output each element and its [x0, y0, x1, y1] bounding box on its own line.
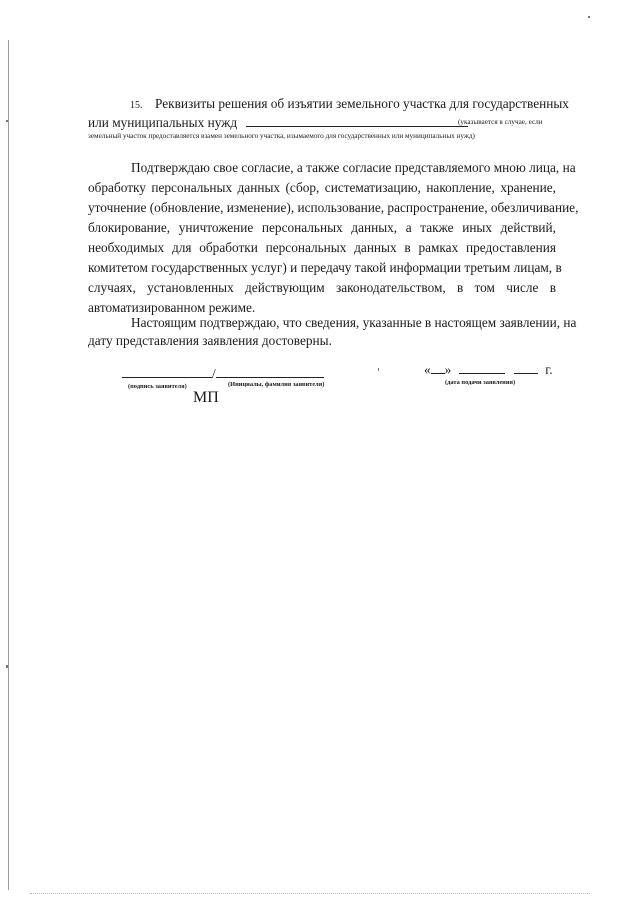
confirmation-line1: Настоящим подтверждаю, что сведения, указанные в настоящем заявлении, на [131, 315, 577, 330]
scan-speck [6, 665, 8, 668]
section-15-prefix: или муниципальных нужд [88, 115, 238, 130]
section-15-number: 15. [130, 100, 143, 111]
consent-line: автоматизированном режиме. [88, 300, 256, 315]
signature-field[interactable] [122, 366, 212, 378]
consent-line: Подтверждаю свое согласие, а также согласие представляемого мною лица, на [131, 160, 576, 175]
section-15-line2 [88, 115, 468, 131]
consent-line: комитетом государственных услуг) и передачу такой информации третьим лицам, в [88, 260, 562, 275]
scan-speck [378, 368, 379, 371]
name-caption: (Инициалы, фамилия заявителя) [228, 381, 325, 388]
consent-line: блокирование, уничтожение персональных данных, а также иных действий, [88, 220, 556, 235]
section-15-line1: Реквизиты решения об изъятии земельного участка для государственных [155, 96, 569, 111]
day-field[interactable] [431, 362, 445, 374]
decision-details-field[interactable] [246, 115, 468, 127]
signature-line-row [122, 366, 324, 382]
section-15-note: (указывается в случае, если [458, 118, 543, 126]
date-open-quote: « [424, 362, 431, 377]
signature-caption: (подпись заявителя) [128, 383, 187, 390]
consent-line: необходимых для обработки персональных данных в рамках предоставления [88, 240, 556, 255]
date-caption: (дата подачи заявления) [445, 379, 516, 386]
scan-speck [588, 16, 590, 18]
month-field[interactable] [459, 362, 505, 374]
section-15-note-continued: земельный участок предоставляется взамен земельного участка, изымаемого для государственных или муниципальных нужд) [88, 132, 475, 140]
scan-bottom-edge [30, 893, 590, 894]
consent-line: уточнение (обновление, изменение), использование, распространение, обезличивание, [88, 200, 579, 215]
consent-line: случаях, установленных действующим законодательством, в том числе в [88, 280, 556, 295]
scan-edge-line [8, 40, 9, 890]
name-field[interactable] [216, 366, 324, 378]
date-line-row [424, 362, 553, 378]
stamp-placeholder: МП [193, 389, 219, 406]
signature-slash: / [212, 366, 216, 381]
confirmation-line2: дату представления заявления достоверны. [88, 333, 332, 348]
scan-speck [6, 120, 8, 122]
year-field[interactable] [514, 362, 538, 374]
consent-line: обработку персональных данных (сбор, систематизацию, накопление, хранение, [88, 180, 556, 195]
date-close-quote: » [444, 362, 452, 377]
year-suffix: г. [545, 362, 553, 377]
